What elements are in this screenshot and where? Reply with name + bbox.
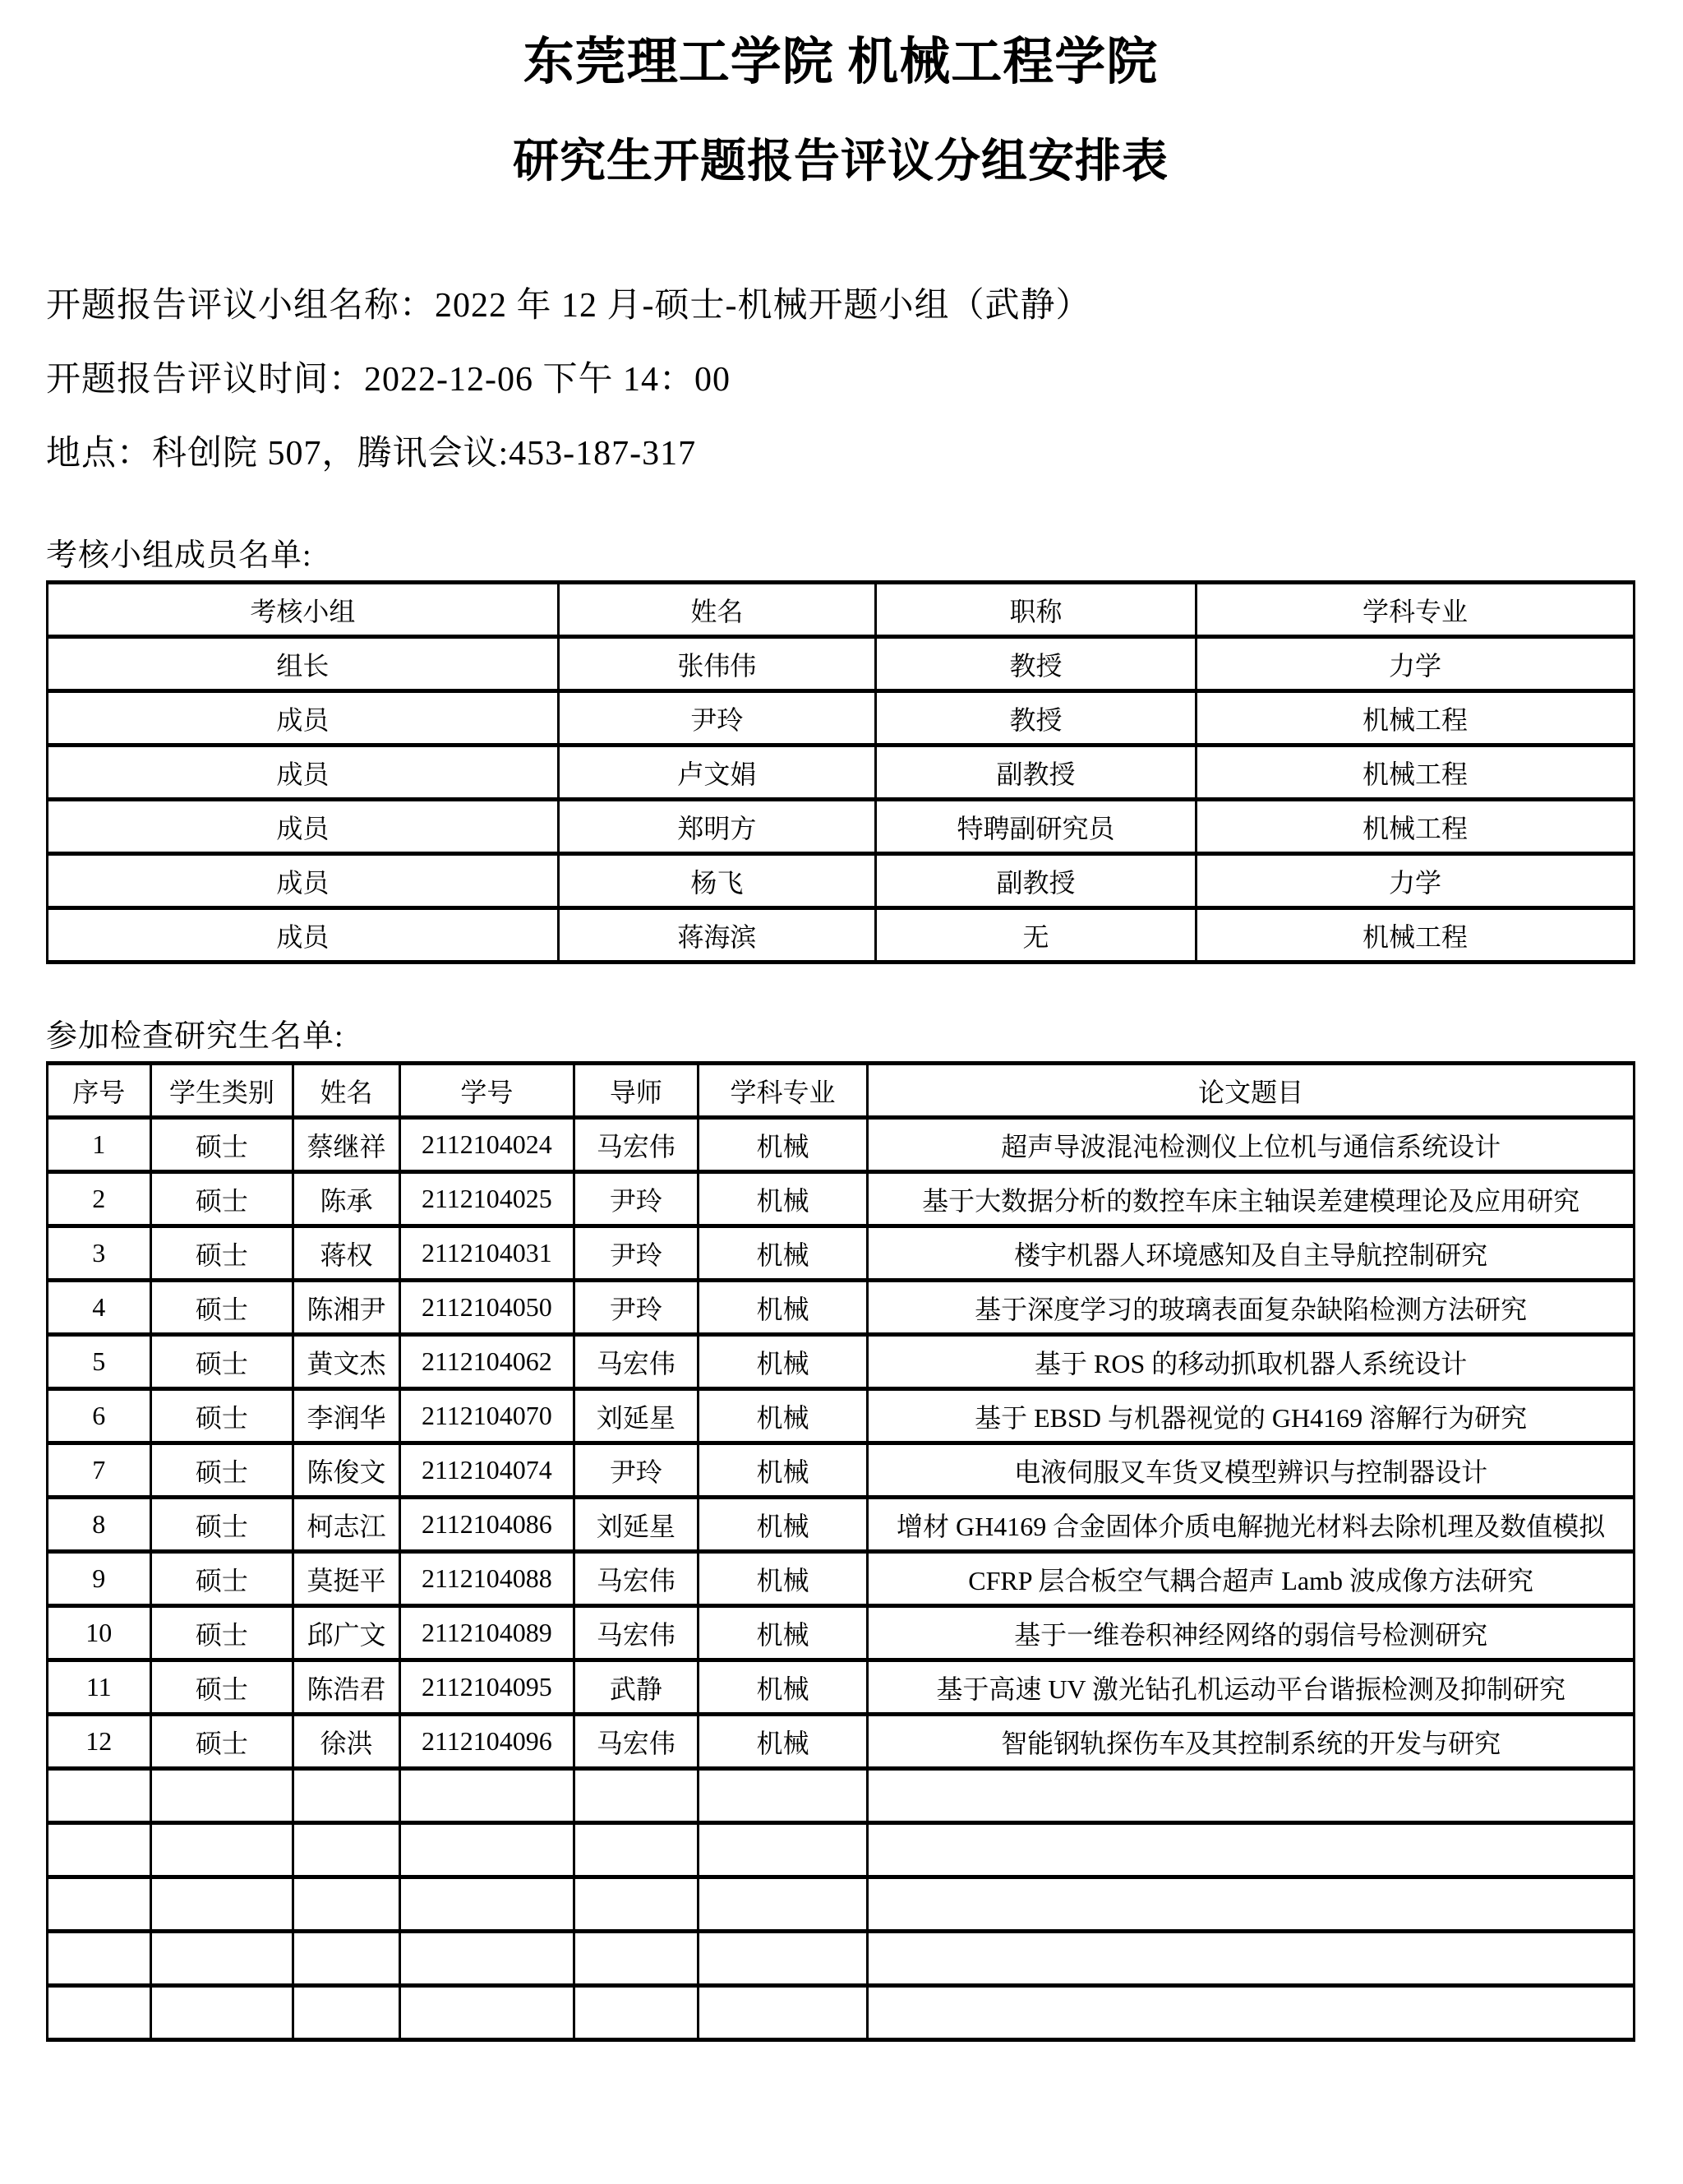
table-cell	[574, 1877, 699, 1932]
table-cell: 智能钢轨探伤车及其控制系统的开发与研究	[868, 1715, 1635, 1769]
table-cell: 硕士	[150, 1498, 293, 1552]
table-cell: 杨飞	[558, 854, 875, 908]
table-cell: 2112104096	[399, 1715, 574, 1769]
table-cell: 成员	[48, 908, 559, 963]
table-row	[48, 1715, 1635, 1769]
table-cell	[293, 1986, 399, 2040]
table-cell	[48, 1823, 151, 1877]
table-row	[48, 1335, 1635, 1389]
table-cell: 基于大数据分析的数控车床主轴误差建模理论及应用研究	[868, 1172, 1635, 1226]
table-cell	[868, 1986, 1635, 2040]
table-row	[48, 800, 1635, 854]
table-cell: 教授	[875, 637, 1196, 691]
table-cell: 马宏伟	[574, 1335, 699, 1389]
table-cell	[399, 1932, 574, 1986]
table-cell: 副教授	[875, 854, 1196, 908]
table-cell: 机械工程	[1197, 908, 1635, 963]
table-cell: 陈浩君	[293, 1660, 399, 1715]
table-cell: 力学	[1197, 637, 1635, 691]
info-block	[46, 286, 1635, 473]
table-cell: 尹玲	[574, 1172, 699, 1226]
table-cell: 机械	[698, 1335, 868, 1389]
table-cell: 机械	[698, 1715, 868, 1769]
table-cell: 硕士	[150, 1606, 293, 1660]
table-header-row	[48, 583, 1635, 637]
table-cell	[574, 1932, 699, 1986]
table-cell: 陈俊文	[293, 1443, 399, 1498]
info-line-location: 地点：科创院 507，腾讯会议:453-187-317	[46, 435, 697, 473]
table-row	[48, 1281, 1635, 1335]
info-line-group-name: 开题报告评议小组名称：2022 年 12 月-硕士-机械开题小组（武静）	[46, 287, 1091, 325]
table-cell: 楼宇机器人环境感知及自主导航控制研究	[868, 1226, 1635, 1281]
table-cell: 2112104074	[399, 1443, 574, 1498]
table-cell: 机械工程	[1197, 800, 1635, 854]
header-cell: 学生类别	[150, 1064, 293, 1118]
table-cell: 马宏伟	[574, 1715, 699, 1769]
table-cell: 6	[48, 1389, 151, 1443]
table-row	[48, 1552, 1635, 1606]
table-row	[48, 1172, 1635, 1226]
table-cell	[293, 1877, 399, 1932]
table-cell: 成员	[48, 800, 559, 854]
table-cell: 马宏伟	[574, 1552, 699, 1606]
table-cell: 机械	[698, 1226, 868, 1281]
table-row	[48, 1118, 1635, 1172]
students-list-table	[46, 1061, 1635, 2042]
table-cell	[698, 1986, 868, 2040]
table-cell	[293, 1932, 399, 1986]
table-cell: 机械工程	[1197, 746, 1635, 800]
table-cell	[48, 1769, 151, 1823]
table-cell	[868, 1877, 1635, 1932]
table-cell: 超声导波混沌检测仪上位机与通信系统设计	[868, 1118, 1635, 1172]
table-cell: 2112104050	[399, 1281, 574, 1335]
table-cell: 刘延星	[574, 1389, 699, 1443]
page-title: 东莞理工学院 机械工程学院	[523, 35, 1159, 90]
table-header-row	[48, 1064, 1635, 1118]
table-row	[48, 1986, 1635, 2040]
table-row	[48, 1443, 1635, 1498]
table-cell: 11	[48, 1660, 151, 1715]
header-cell: 导师	[574, 1064, 699, 1118]
table-cell: 机械工程	[1197, 691, 1635, 746]
table-cell: 李润华	[293, 1389, 399, 1443]
table-cell: 机械	[698, 1552, 868, 1606]
table-cell: 机械	[698, 1389, 868, 1443]
table-cell: 蔡继祥	[293, 1118, 399, 1172]
table-cell: 黄文杰	[293, 1335, 399, 1389]
table-cell	[399, 1823, 574, 1877]
table-cell: 机械	[698, 1498, 868, 1552]
table-cell: 成员	[48, 746, 559, 800]
committee-section-label: 考核小组成员名单:	[46, 538, 312, 573]
table-cell: 硕士	[150, 1335, 293, 1389]
table-cell: 2112104062	[399, 1335, 574, 1389]
table-cell: 尹玲	[574, 1281, 699, 1335]
table-cell: 2112104088	[399, 1552, 574, 1606]
header-cell: 考核小组	[48, 583, 559, 637]
table-cell: 2112104024	[399, 1118, 574, 1172]
table-cell	[574, 1769, 699, 1823]
table-cell: 尹玲	[574, 1226, 699, 1281]
table-cell	[698, 1932, 868, 1986]
table-cell: 3	[48, 1226, 151, 1281]
table-cell: 成员	[48, 691, 559, 746]
table-cell: 陈承	[293, 1172, 399, 1226]
table-cell: 陈湘尹	[293, 1281, 399, 1335]
table-row	[48, 1226, 1635, 1281]
table-cell: 尹玲	[574, 1443, 699, 1498]
header-cell: 序号	[48, 1064, 151, 1118]
table-cell	[868, 1823, 1635, 1877]
table-cell	[399, 1769, 574, 1823]
table-cell: 副教授	[875, 746, 1196, 800]
header-cell: 姓名	[293, 1064, 399, 1118]
table-cell: 无	[875, 908, 1196, 963]
table-cell: 硕士	[150, 1660, 293, 1715]
table-cell: 基于高速 UV 激光钻孔机运动平台谐振检测及抑制研究	[868, 1660, 1635, 1715]
table-row	[48, 1932, 1635, 1986]
table-row	[48, 1660, 1635, 1715]
table-cell	[399, 1986, 574, 2040]
info-line-review-time: 开题报告评议时间：2022-12-06 下午 14：00	[46, 361, 731, 399]
table-cell	[150, 1932, 293, 1986]
table-cell: 蒋海滨	[558, 908, 875, 963]
table-cell: 特聘副研究员	[875, 800, 1196, 854]
table-cell: 张伟伟	[558, 637, 875, 691]
table-cell: 尹玲	[558, 691, 875, 746]
table-cell	[150, 1877, 293, 1932]
table-cell: 12	[48, 1715, 151, 1769]
table-cell	[698, 1877, 868, 1932]
table-row	[48, 854, 1635, 908]
table-row	[48, 691, 1635, 746]
table-cell: 马宏伟	[574, 1118, 699, 1172]
table-cell: 刘延星	[574, 1498, 699, 1552]
table-cell	[150, 1823, 293, 1877]
header-cell: 论文题目	[868, 1064, 1635, 1118]
table-cell: 8	[48, 1498, 151, 1552]
table-cell	[48, 1932, 151, 1986]
table-cell: 2112104031	[399, 1226, 574, 1281]
table-cell: 郑明方	[558, 800, 875, 854]
table-cell: 基于一维卷积神经网络的弱信号检测研究	[868, 1606, 1635, 1660]
table-cell: 机械	[698, 1606, 868, 1660]
table-cell: 基于深度学习的玻璃表面复杂缺陷检测方法研究	[868, 1281, 1635, 1335]
table-cell: 教授	[875, 691, 1196, 746]
table-cell	[399, 1877, 574, 1932]
table-cell: 武静	[574, 1660, 699, 1715]
table-cell: 2112104070	[399, 1389, 574, 1443]
table-cell	[698, 1823, 868, 1877]
table-cell: 硕士	[150, 1118, 293, 1172]
table-cell: 硕士	[150, 1226, 293, 1281]
table-cell: 2	[48, 1172, 151, 1226]
table-row	[48, 1877, 1635, 1932]
table-cell	[698, 1769, 868, 1823]
table-cell: 基于 EBSD 与机器视觉的 GH4169 溶解行为研究	[868, 1389, 1635, 1443]
students-section-label: 参加检查研究生名单:	[46, 1019, 344, 1054]
table-cell: 2112104086	[399, 1498, 574, 1552]
table-cell: 7	[48, 1443, 151, 1498]
table-row	[48, 1769, 1635, 1823]
table-cell: 2112104025	[399, 1172, 574, 1226]
table-cell: 2112104095	[399, 1660, 574, 1715]
table-cell: 增材 GH4169 合金固体介质电解抛光材料去除机理及数值模拟	[868, 1498, 1635, 1552]
table-cell: 卢文娟	[558, 746, 875, 800]
page-subtitle: 研究生开题报告评议分组安排表	[513, 136, 1169, 187]
table-cell: 莫挺平	[293, 1552, 399, 1606]
table-cell: 4	[48, 1281, 151, 1335]
table-cell: 邱广文	[293, 1606, 399, 1660]
table-row	[48, 1606, 1635, 1660]
table-cell: 马宏伟	[574, 1606, 699, 1660]
table-cell: 蒋权	[293, 1226, 399, 1281]
table-cell: 2112104089	[399, 1606, 574, 1660]
table-cell: 成员	[48, 854, 559, 908]
table-cell: CFRP 层合板空气耦合超声 Lamb 波成像方法研究	[868, 1552, 1635, 1606]
table-row	[48, 908, 1635, 963]
table-cell: 1	[48, 1118, 151, 1172]
table-cell: 机械	[698, 1660, 868, 1715]
table-row	[48, 1389, 1635, 1443]
table-cell: 徐洪	[293, 1715, 399, 1769]
table-cell	[293, 1769, 399, 1823]
table-cell	[293, 1823, 399, 1877]
header-cell: 职称	[875, 583, 1196, 637]
table-row	[48, 1823, 1635, 1877]
committee-members-table	[46, 580, 1635, 964]
table-cell: 硕士	[150, 1389, 293, 1443]
table-row	[48, 746, 1635, 800]
table-cell: 机械	[698, 1172, 868, 1226]
table-cell	[574, 1986, 699, 2040]
table-cell: 电液伺服叉车货叉模型辨识与控制器设计	[868, 1443, 1635, 1498]
table-cell: 柯志江	[293, 1498, 399, 1552]
table-cell	[150, 1769, 293, 1823]
table-row	[48, 637, 1635, 691]
table-cell: 硕士	[150, 1281, 293, 1335]
header-cell: 学科专业	[1197, 583, 1635, 637]
table-cell: 10	[48, 1606, 151, 1660]
table-cell: 机械	[698, 1281, 868, 1335]
table-cell: 硕士	[150, 1172, 293, 1226]
table-cell	[48, 1986, 151, 2040]
header-cell: 姓名	[558, 583, 875, 637]
table-cell	[150, 1986, 293, 2040]
table-cell: 机械	[698, 1443, 868, 1498]
table-cell	[868, 1932, 1635, 1986]
table-cell: 硕士	[150, 1552, 293, 1606]
table-cell: 基于 ROS 的移动抓取机器人系统设计	[868, 1335, 1635, 1389]
header-cell: 学号	[399, 1064, 574, 1118]
table-cell: 硕士	[150, 1715, 293, 1769]
table-cell: 力学	[1197, 854, 1635, 908]
table-cell	[48, 1877, 151, 1932]
table-cell: 9	[48, 1552, 151, 1606]
header-cell: 学科专业	[698, 1064, 868, 1118]
table-cell	[574, 1823, 699, 1877]
table-cell: 组长	[48, 637, 559, 691]
table-row	[48, 1498, 1635, 1552]
table-cell: 5	[48, 1335, 151, 1389]
table-cell: 硕士	[150, 1443, 293, 1498]
table-cell	[868, 1769, 1635, 1823]
table-cell: 机械	[698, 1118, 868, 1172]
